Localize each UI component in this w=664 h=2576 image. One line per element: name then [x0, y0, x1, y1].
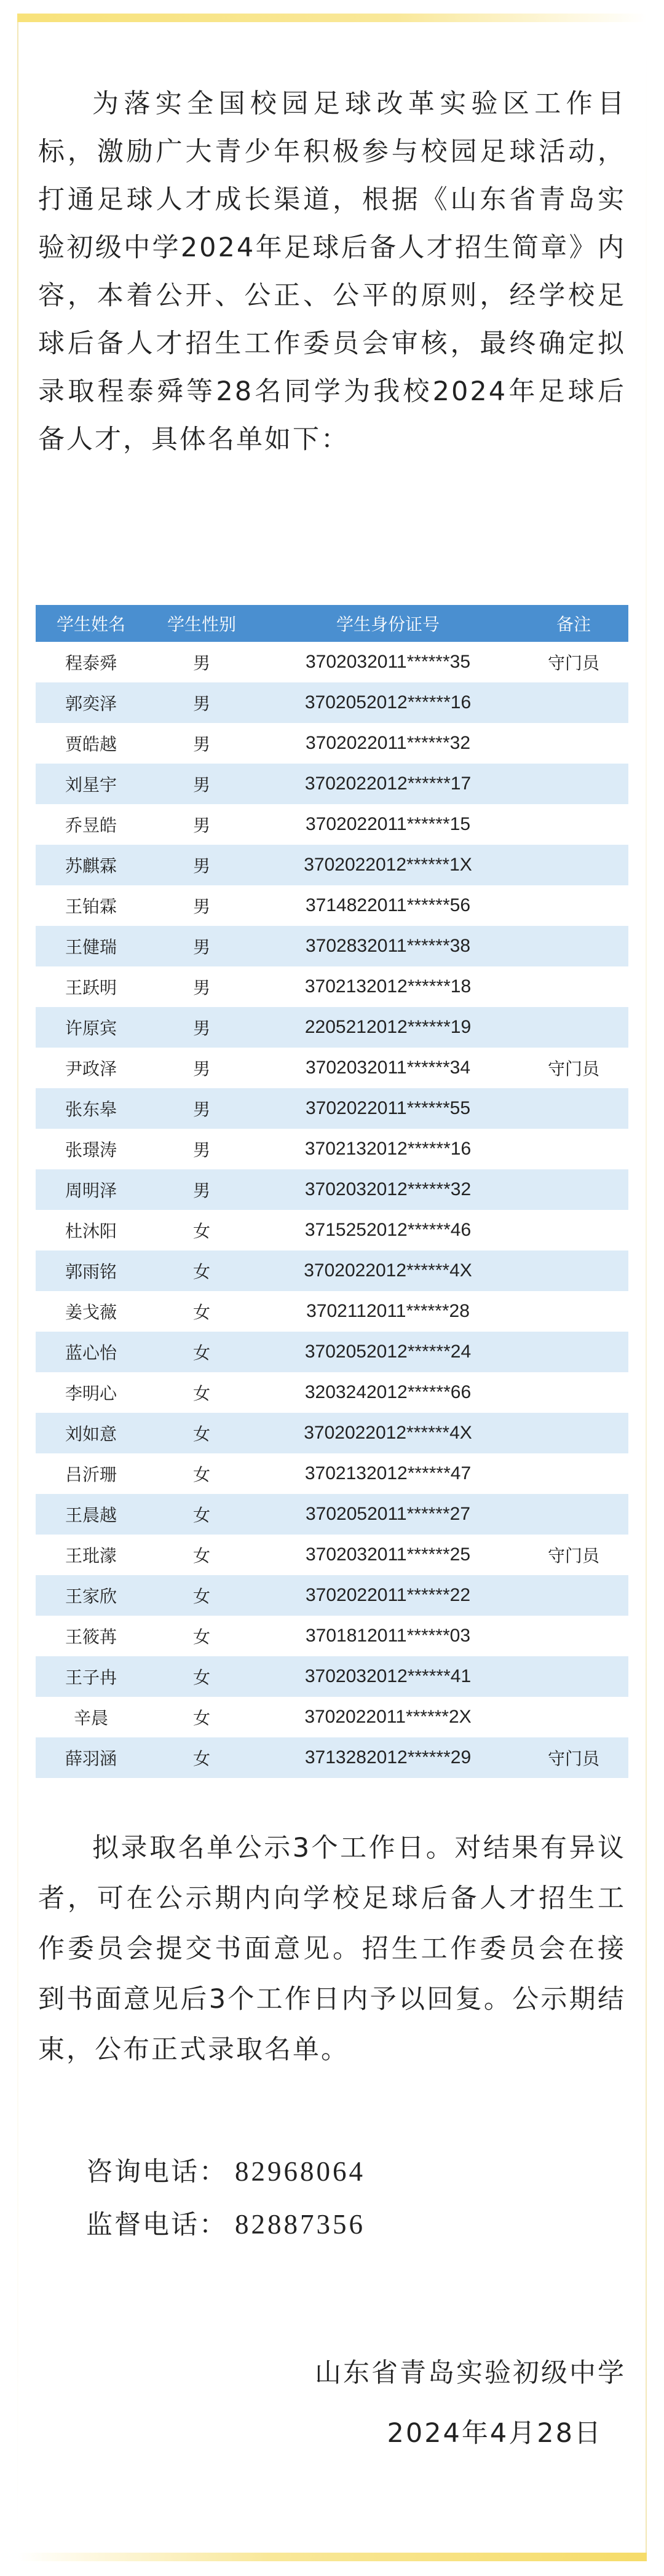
header-note: 备注	[519, 605, 628, 642]
student-name: 王晨越	[36, 1494, 146, 1535]
student-name: 吕沂珊	[65, 1464, 117, 1485]
student-id-number: 3714822011******56	[305, 895, 471, 915]
student-gender: 女	[192, 1464, 210, 1485]
student-gender: 女	[146, 1737, 257, 1778]
student-id-number: 3702032012******41	[257, 1656, 519, 1697]
student-note	[519, 885, 628, 926]
student-note	[519, 1007, 628, 1048]
student-name: 张东皋	[36, 1088, 146, 1129]
student-gender: 男	[192, 734, 210, 754]
right-frame-line	[646, 22, 647, 2553]
table-row	[36, 926, 628, 966]
student-name: 薛羽涵	[36, 1737, 146, 1778]
table-row	[36, 1048, 628, 1088]
student-id-number: 3702052012******16	[257, 682, 519, 723]
student-id-number: 3702022011******22	[257, 1575, 519, 1616]
bottom-decorative-bar	[17, 2553, 647, 2561]
student-note	[519, 1575, 628, 1616]
student-gender: 男	[192, 815, 210, 836]
student-id-number: 3702132012******16	[304, 1139, 472, 1159]
school-signature: 山东省青岛实验初级中学	[315, 2358, 626, 2388]
student-note	[519, 1291, 628, 1332]
table-row	[36, 1494, 628, 1535]
student-gender: 男	[146, 1088, 257, 1129]
student-gender: 女	[146, 1575, 257, 1616]
table-row	[36, 723, 628, 764]
table-header-row	[36, 605, 628, 642]
table-row	[36, 1656, 628, 1697]
student-name: 杜沐阳	[65, 1221, 117, 1241]
table-row	[36, 804, 628, 845]
student-name: 王铂霖	[65, 896, 117, 917]
student-note	[519, 1129, 628, 1169]
student-id-number: 3203242012******66	[304, 1382, 472, 1402]
student-gender: 男	[146, 1007, 257, 1048]
student-note	[519, 1453, 628, 1494]
table-row	[36, 1332, 628, 1372]
student-note	[519, 1413, 628, 1453]
student-gender: 男	[192, 896, 210, 917]
student-name: 刘星宇	[36, 764, 146, 804]
table-row	[36, 1697, 628, 1737]
student-id-number: 3702032011******25	[305, 1544, 471, 1565]
table-row	[36, 1737, 628, 1778]
student-id-number: 3702832011******38	[257, 926, 519, 966]
student-name: 贾皓越	[65, 734, 117, 754]
header-name: 学生姓名	[36, 605, 146, 642]
table-row	[36, 1129, 628, 1169]
student-id-number: 3702032011******34	[305, 1057, 471, 1078]
student-name: 尹政泽	[65, 1059, 117, 1079]
student-note	[519, 804, 628, 845]
student-gender: 男	[192, 1059, 210, 1079]
table-row	[36, 845, 628, 885]
student-id-number: 3702052012******24	[257, 1332, 519, 1372]
table-row	[36, 1413, 628, 1453]
student-id-number: 3702022012******4X	[257, 1250, 519, 1291]
student-note	[519, 1697, 628, 1737]
student-id-number: 3702132012******18	[304, 976, 472, 997]
table-row	[36, 1575, 628, 1616]
student-name: 辛晨	[73, 1708, 108, 1728]
student-note	[519, 1088, 628, 1129]
student-id-number: 3702052011******27	[257, 1494, 519, 1535]
student-name: 郭雨铭	[36, 1250, 146, 1291]
supervise-phone-label: 监督电话：	[86, 2210, 227, 2240]
student-name: 李明心	[65, 1383, 117, 1404]
student-note	[519, 723, 628, 764]
consult-phone-label: 咨询电话：	[86, 2157, 227, 2187]
student-gender: 女	[192, 1708, 210, 1728]
student-name: 程泰舜	[65, 653, 117, 673]
student-name: 许原宾	[36, 1007, 146, 1048]
admission-table	[36, 605, 628, 1778]
student-gender: 女	[192, 1383, 210, 1404]
student-name: 苏麒霖	[36, 845, 146, 885]
table-row	[36, 1088, 628, 1129]
supervise-phone-number: 82887356	[235, 2209, 365, 2240]
student-gender: 男	[146, 764, 257, 804]
top-decorative-bar	[17, 14, 647, 22]
student-id-number: 3702032012******32	[257, 1169, 519, 1210]
student-gender: 女	[146, 1656, 257, 1697]
student-gender: 女	[146, 1332, 257, 1372]
student-gender: 女	[192, 1221, 210, 1241]
student-name: 乔昱皓	[65, 815, 117, 836]
table-row	[36, 642, 628, 682]
student-name: 蓝心怡	[36, 1332, 146, 1372]
table-row	[36, 885, 628, 926]
student-id-number: 3702112011******28	[306, 1301, 470, 1321]
student-name: 张璟涛	[65, 1140, 117, 1160]
student-id-number: 3702022012******4X	[257, 1413, 519, 1453]
notice-paragraph: 拟录取名单公示3个工作日。对结果有异议者，可在公示期内向学校足球后备人才招生工作委员会提交书面意见。招生工作委员会在接到书面意见后3个工作日内予以回复。公示期结束，公布正式录取名单。	[38, 1833, 626, 2065]
student-name: 王健瑞	[36, 926, 146, 966]
student-id-number: 3702022011******55	[257, 1088, 519, 1129]
table-row	[36, 966, 628, 1007]
student-gender: 女	[146, 1413, 257, 1453]
student-name: 王跃明	[65, 978, 117, 998]
student-id-number: 3702032011******35	[305, 652, 471, 672]
student-id-number: 3702022012******17	[257, 764, 519, 804]
header-gender: 学生性别	[146, 605, 257, 642]
student-note: 守门员	[547, 653, 599, 673]
student-name: 姜戈薇	[65, 1302, 117, 1322]
table-body	[36, 642, 628, 1778]
student-id-number: 3715252012******46	[304, 1220, 472, 1240]
student-gender: 女	[146, 1250, 257, 1291]
table-row	[36, 1007, 628, 1048]
student-note: 守门员	[547, 1059, 599, 1079]
student-note	[519, 1616, 628, 1656]
student-id-number: 3701812011******03	[305, 1626, 471, 1646]
student-gender: 男	[146, 1169, 257, 1210]
student-id-number: 3702022011******32	[305, 733, 471, 753]
student-id-number: 3702022011******15	[305, 814, 471, 834]
student-note	[519, 926, 628, 966]
header-id-number: 学生身份证号	[257, 605, 519, 642]
table-row	[36, 1250, 628, 1291]
student-gender: 女	[192, 1627, 210, 1647]
student-id-number: 3702132012******47	[304, 1463, 472, 1484]
student-name: 王子冉	[36, 1656, 146, 1697]
student-note: 守门员	[547, 1546, 599, 1566]
student-id-number: 3702022011******2X	[304, 1707, 472, 1727]
student-name: 王家欣	[36, 1575, 146, 1616]
student-gender: 男	[146, 682, 257, 723]
student-gender: 男	[146, 926, 257, 966]
table-row	[36, 1372, 628, 1413]
student-note	[519, 764, 628, 804]
student-gender: 男	[192, 653, 210, 673]
table-row	[36, 1210, 628, 1250]
consult-phone-number: 82968064	[235, 2156, 365, 2187]
student-note	[519, 1372, 628, 1413]
admission-table-container	[36, 605, 628, 1778]
student-note	[519, 1332, 628, 1372]
student-note	[519, 1656, 628, 1697]
table-row	[36, 764, 628, 804]
table-row	[36, 682, 628, 723]
left-frame-line	[17, 22, 18, 2553]
student-name: 郭奕泽	[36, 682, 146, 723]
student-name: 刘如意	[36, 1413, 146, 1453]
supervise-phone	[86, 2206, 365, 2243]
table-row	[36, 1535, 628, 1575]
student-id-number: 2205212012******19	[257, 1007, 519, 1048]
signature-date: 2024年4月28日	[387, 2418, 603, 2449]
student-id-number: 3702022012******1X	[257, 845, 519, 885]
student-note	[519, 1169, 628, 1210]
student-note	[519, 845, 628, 885]
student-id-number: 3713282012******29	[257, 1737, 519, 1778]
student-note	[519, 1494, 628, 1535]
student-gender: 男	[192, 1140, 210, 1160]
student-name: 王筱苒	[65, 1627, 117, 1647]
student-note	[519, 1210, 628, 1250]
student-gender: 男	[192, 978, 210, 998]
student-note	[519, 682, 628, 723]
student-name: 王玭濛	[65, 1546, 117, 1566]
student-note	[519, 1250, 628, 1291]
student-name: 周明泽	[36, 1169, 146, 1210]
table-row	[36, 1453, 628, 1494]
intro-paragraph: 为落实全国校园足球改革实验区工作目标，激励广大青少年积极参与校园足球活动，打通足球人才成长渠道，根据《山东省青岛实验初级中学2024年足球后备人才招生简章》内容，本着公开、公正、公平的原则，经学校足球后备人才招生工作委员会审核，最终确定拟录取程泰舜等28名同学为我校2024年足球后备人才，具体名单如下：	[38, 89, 626, 455]
student-note: 守门员	[519, 1737, 628, 1778]
student-gender: 女	[192, 1302, 210, 1322]
table-row	[36, 1616, 628, 1656]
table-row	[36, 1291, 628, 1332]
student-note	[519, 966, 628, 1007]
student-gender: 女	[192, 1546, 210, 1566]
student-gender: 男	[146, 845, 257, 885]
student-gender: 女	[146, 1494, 257, 1535]
consult-phone	[86, 2153, 365, 2191]
table-row	[36, 1169, 628, 1210]
